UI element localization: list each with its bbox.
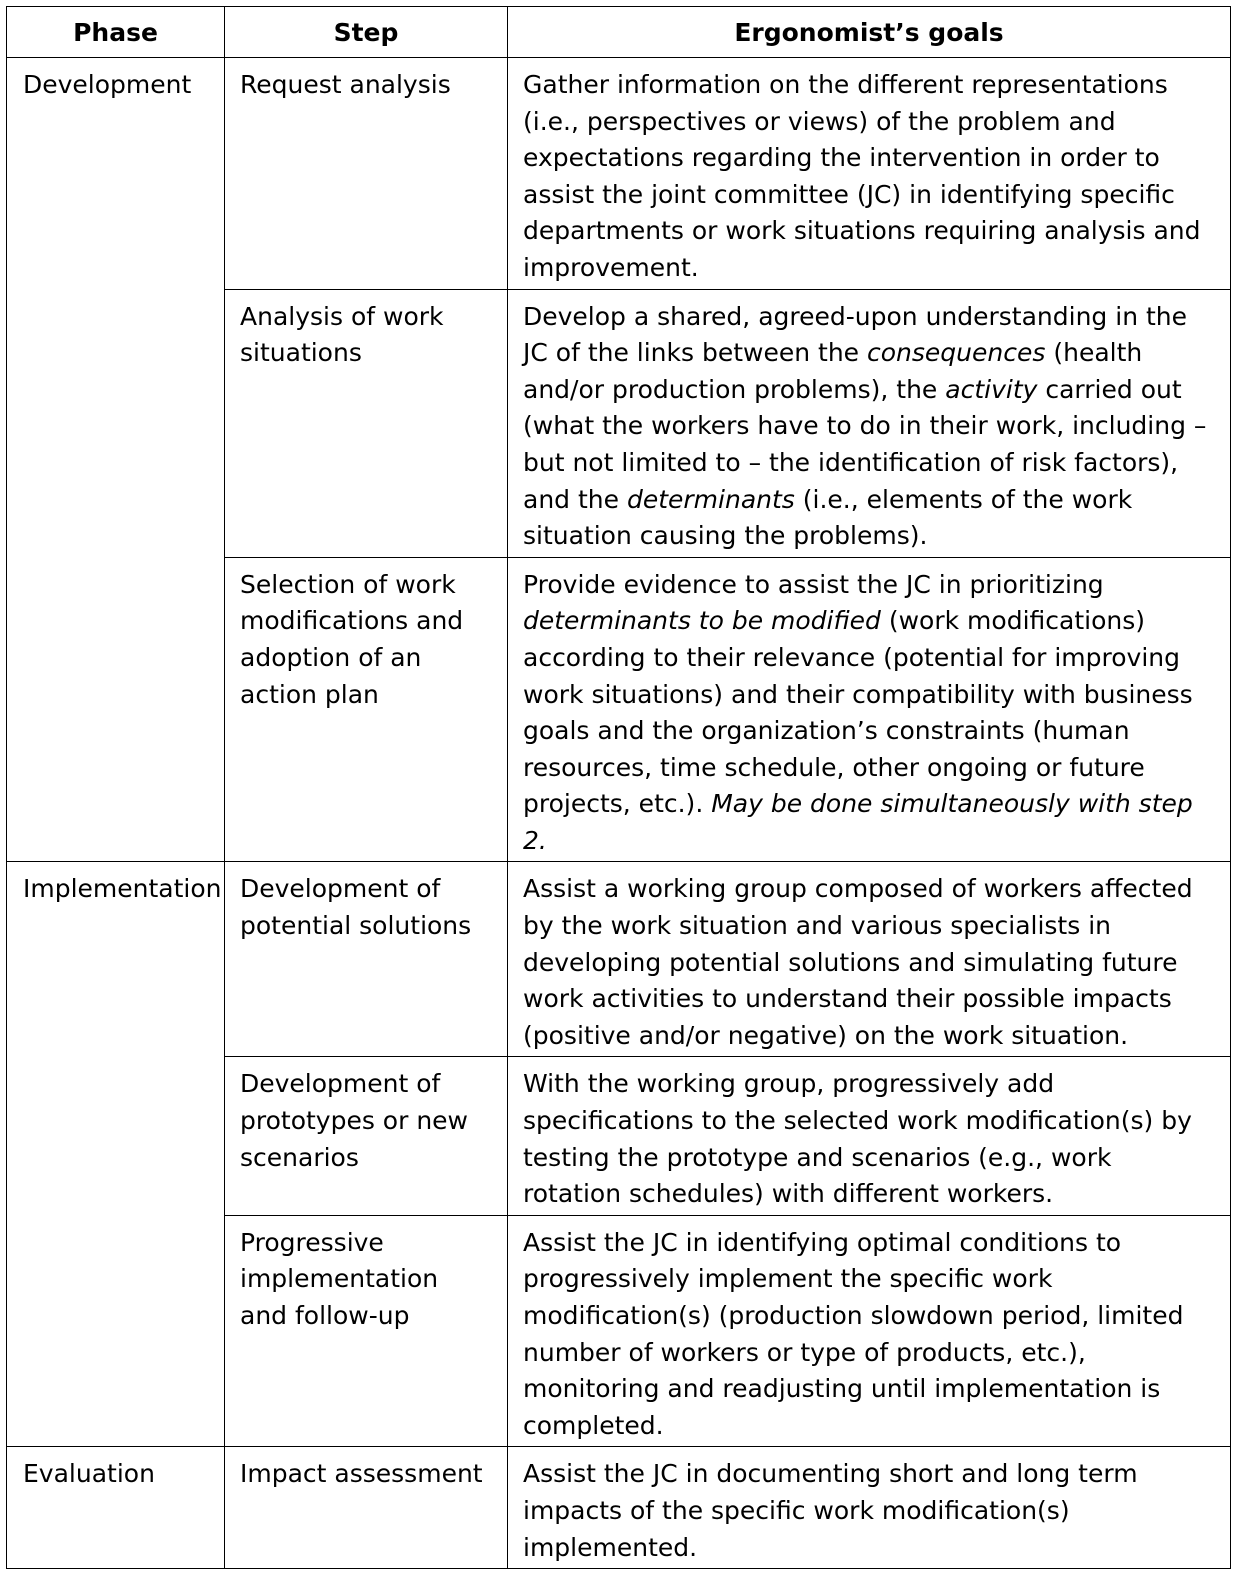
- table-row: [7, 862, 1231, 1057]
- step-cell: Selection of work modifications and adoption of an action plan: [225, 557, 508, 862]
- header-row: [7, 7, 1231, 58]
- goal-emphasis: determinants: [626, 484, 795, 514]
- table-row: [7, 1447, 1231, 1569]
- table-row: [7, 58, 1231, 290]
- step-cell: Development of potential solutions: [225, 862, 508, 1057]
- step-cell: Analysis of work situations: [225, 289, 508, 557]
- phase-cell-implementation: Implementation: [7, 862, 225, 1447]
- goal-cell: [508, 557, 1231, 862]
- goal-emphasis: consequences: [867, 338, 1046, 368]
- phase-cell-evaluation: Evaluation: [7, 1447, 225, 1569]
- goal-text: (work modifications) according to their relevance (potential for improving work situations) and their compatibility with business goals and the organization’s constraints (human resources, time schedule, other ongoing or future projects, etc.).: [523, 606, 1193, 819]
- goal-cell: Assist the JC in documenting short and long term impacts of the specific work modification(s) implemented.: [508, 1447, 1231, 1569]
- header-goals: Ergonomist’s goals: [508, 7, 1231, 58]
- header-phase: Phase: [7, 7, 225, 58]
- step-cell: Impact assessment: [225, 1447, 508, 1569]
- goal-text: (health and/or production problems), the: [523, 338, 1143, 404]
- goal-cell: Gather information on the different representations (i.e., perspectives or views) of the problem and expectations regarding the intervention in order to assist the joint committee (JC) in identifying specific departments or work situations requiring analysis and improvement.: [508, 58, 1231, 290]
- goal-cell: [508, 289, 1231, 557]
- goal-text: Provide evidence to assist the JC in prioritizing: [523, 569, 1104, 599]
- phase-cell-development: Development: [7, 58, 225, 862]
- goal-emphasis: determinants to be modified: [523, 606, 881, 636]
- goal-text: carried out (what the workers have to do in their work, including – but not limited to – the identification of risk factors), and the: [523, 374, 1207, 514]
- step-cell: Development of prototypes or new scenarios: [225, 1057, 508, 1215]
- goal-cell: With the working group, progressively add specifications to the selected work modification(s) by testing the prototype and scenarios (e.g., work rotation schedules) with different workers.: [508, 1057, 1231, 1215]
- goal-text: Develop a shared, agreed-upon understanding in the JC of the links between the: [523, 301, 1188, 368]
- goal-emphasis: May be done simultaneously with step 2.: [523, 789, 1193, 855]
- goal-cell: Assist the JC in identifying optimal conditions to progressively implement the specific work modification(s) (production slowdown period, limited number of workers or type of products, etc.), monitoring and readjusting until implementation is completed.: [508, 1215, 1231, 1447]
- header-step: Step: [225, 7, 508, 58]
- goal-cell: Assist a working group composed of workers affected by the work situation and various specialists in developing potential solutions and simulating future work activities to understand their possible impacts (positive and/or negative) on the work situation.: [508, 862, 1231, 1057]
- goal-emphasis: activity: [945, 374, 1038, 404]
- ergonomics-intervention-table: [6, 6, 1231, 1569]
- step-cell: Request analysis: [225, 58, 508, 290]
- goal-text: (i.e., elements of the work situation causing the problems).: [523, 484, 1133, 551]
- step-cell: Progressive implementation and follow-up: [225, 1215, 508, 1447]
